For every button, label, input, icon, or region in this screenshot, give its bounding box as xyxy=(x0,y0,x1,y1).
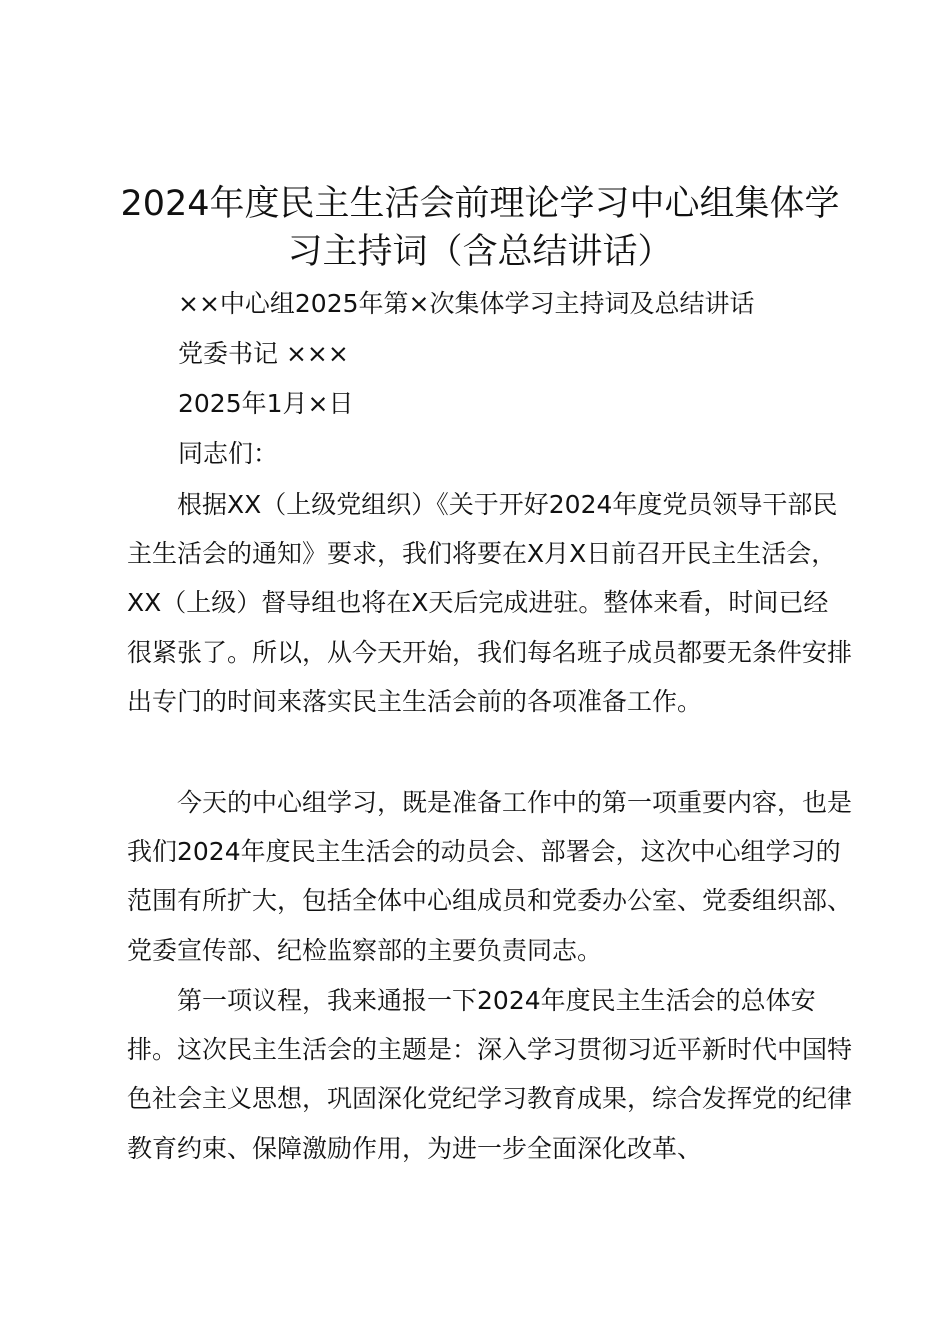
paragraph-2 xyxy=(127,778,852,975)
paragraph-3 xyxy=(127,976,852,1173)
document-author: 党委书记 ××× xyxy=(178,339,349,368)
paragraph-1 xyxy=(127,480,852,726)
salutation: 同志们： xyxy=(178,439,279,468)
document-title: 2024年度民主生活会前理论学习中心组集体学习主持词（含总结讲话） xyxy=(120,184,840,272)
paragraph-text: 今天的中心组学习，既是准备工作中的第一项重要内容，也是我们2024年度民主生活会的动员会、部署会，这次中心组学习的范围有所扩大，包括全体中心组成员和党委办公室、党委组织部、党委宣传部、纪检监察部的主要负责同志。 xyxy=(127,788,853,965)
paragraph-text: 根据XX（上级党组织）《关于开好2024年度党员领导干部民主生活会的通知》要求，我们将要在X月X日前召开民主生活会，XX（上级）督导组也将在X天后完成进驻。整体来看，时间已经很紧张了。所以，从今天开始，我们每名班子成员都要无条件安排出专门的时间来落实民主生活会前的各项准备工作。 xyxy=(127,490,853,716)
paragraph-text: 第一项议程，我来通报一下2024年度民主生活会的总体安排。这次民主生活会的主题是：深入学习贯彻习近平新时代中国特色社会主义思想，巩固深化党纪学习教育成果，综合发挥党的纪律教育约束、保障激励作用，为进一步全面深化改革、 xyxy=(127,986,853,1163)
document-date: 2025年1月×日 xyxy=(178,389,354,418)
document-subtitle: ××中心组2025年第×次集体学习主持词及总结讲话 xyxy=(178,289,755,318)
